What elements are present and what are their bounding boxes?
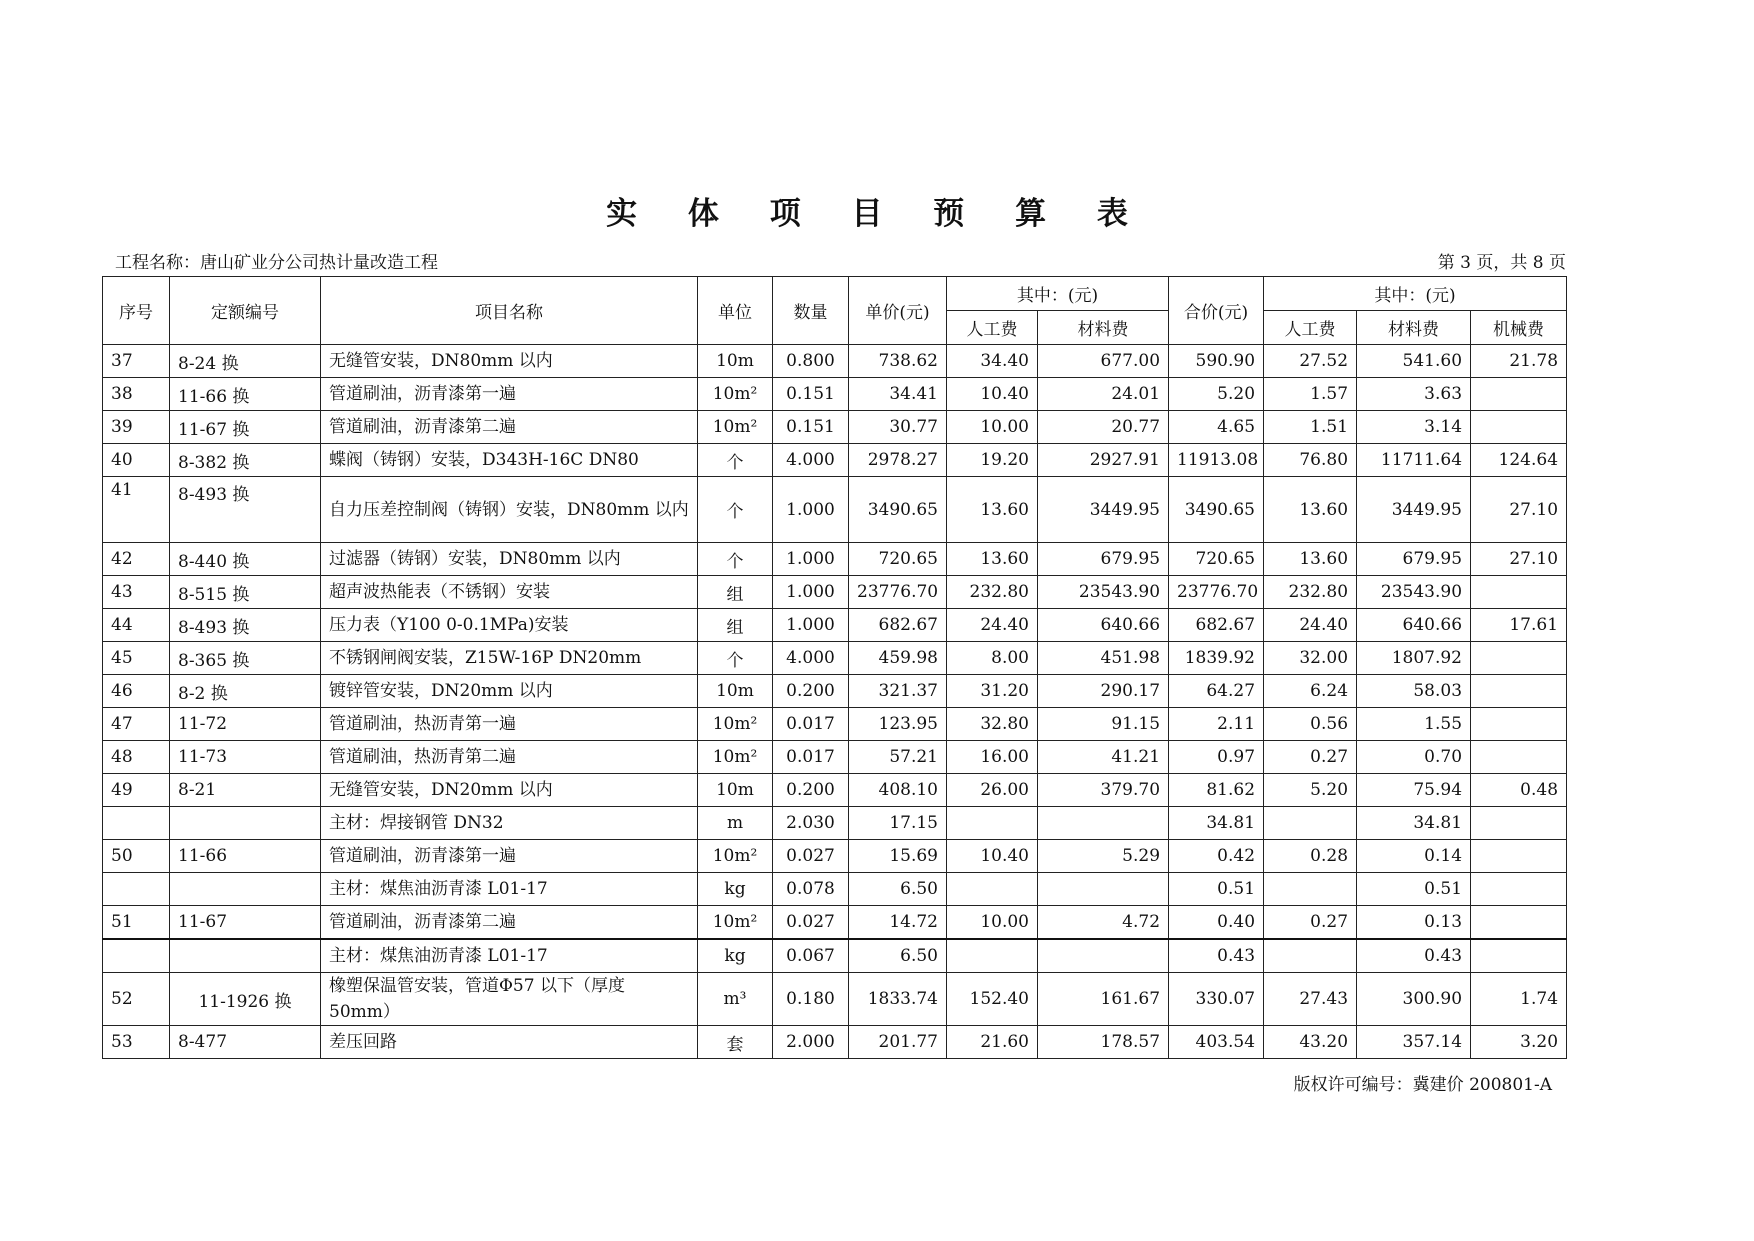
cell-total-labor: 6.24 xyxy=(1264,675,1357,708)
cell-total-material: 640.66 xyxy=(1357,609,1471,642)
cell-unit-price: 2978.27 xyxy=(849,444,947,477)
cell-material: 20.77 xyxy=(1038,411,1169,444)
header-total: 合价(元) xyxy=(1169,277,1264,345)
cell-labor: 21.60 xyxy=(947,1026,1038,1059)
cell-name: 蝶阀（铸钢）安装，D343H-16C DN80 xyxy=(321,444,698,477)
cell-total-labor: 13.60 xyxy=(1264,477,1357,543)
cell-unit-price: 23776.70 xyxy=(849,576,947,609)
cell-total-material: 0.13 xyxy=(1357,906,1471,940)
cell-labor: 19.20 xyxy=(947,444,1038,477)
cell-machine xyxy=(1471,675,1567,708)
cell-qty: 4.000 xyxy=(773,642,849,675)
cell-total-labor: 27.52 xyxy=(1264,345,1357,378)
cell-qty: 4.000 xyxy=(773,444,849,477)
table-row xyxy=(103,840,1567,873)
cell-total-material: 1807.92 xyxy=(1357,642,1471,675)
cell-total: 64.27 xyxy=(1169,675,1264,708)
cell-total-material: 0.43 xyxy=(1357,939,1471,973)
cell-unit: 套 xyxy=(698,1026,773,1059)
cell-machine xyxy=(1471,576,1567,609)
cell-total-material: 58.03 xyxy=(1357,675,1471,708)
cell-unit: 10m xyxy=(698,345,773,378)
cell-qty: 0.017 xyxy=(773,708,849,741)
table-row xyxy=(103,411,1567,444)
cell-seq: 40 xyxy=(103,444,170,477)
table-row xyxy=(103,873,1567,906)
cell-code: 8-2 换 xyxy=(170,675,321,708)
cell-code: 8-24 换 xyxy=(170,345,321,378)
cell-machine xyxy=(1471,873,1567,906)
cell-seq: 45 xyxy=(103,642,170,675)
cell-total-material: 357.14 xyxy=(1357,1026,1471,1059)
cell-total: 1839.92 xyxy=(1169,642,1264,675)
cell-unit: 10m² xyxy=(698,378,773,411)
cell-seq: 47 xyxy=(103,708,170,741)
table-row xyxy=(103,543,1567,576)
cell-total-material: 3449.95 xyxy=(1357,477,1471,543)
cell-material: 679.95 xyxy=(1038,543,1169,576)
cell-seq: 48 xyxy=(103,741,170,774)
cell-code: 11-67 xyxy=(170,906,321,940)
cell-unit: 10m xyxy=(698,675,773,708)
cell-unit: 个 xyxy=(698,477,773,543)
cell-labor: 24.40 xyxy=(947,609,1038,642)
cell-material: 640.66 xyxy=(1038,609,1169,642)
cell-name: 管道刷油，热沥青第一遍 xyxy=(321,708,698,741)
cell-unit: 10m² xyxy=(698,741,773,774)
cell-total: 0.40 xyxy=(1169,906,1264,940)
cell-labor: 26.00 xyxy=(947,774,1038,807)
cell-unit-price: 30.77 xyxy=(849,411,947,444)
cell-labor: 13.60 xyxy=(947,477,1038,543)
cell-seq xyxy=(103,873,170,906)
page-info: 第 3 页，共 8 页 xyxy=(1437,253,1566,273)
cell-code: 8-493 换 xyxy=(170,477,321,543)
cell-machine: 21.78 xyxy=(1471,345,1567,378)
cell-unit: 组 xyxy=(698,609,773,642)
cell-total-labor: 1.51 xyxy=(1264,411,1357,444)
cell-labor: 10.40 xyxy=(947,840,1038,873)
table-row xyxy=(103,444,1567,477)
cell-total-material: 23543.90 xyxy=(1357,576,1471,609)
cell-code: 11-67 换 xyxy=(170,411,321,444)
cell-unit-price: 682.67 xyxy=(849,609,947,642)
cell-seq: 51 xyxy=(103,906,170,940)
cell-seq: 50 xyxy=(103,840,170,873)
cell-name: 压力表（Y100 0-0.1MPa)安装 xyxy=(321,609,698,642)
cell-code: 8-493 换 xyxy=(170,609,321,642)
cell-total-material: 300.90 xyxy=(1357,973,1471,1026)
cell-machine xyxy=(1471,939,1567,973)
cell-material xyxy=(1038,807,1169,840)
cell-unit: 10m² xyxy=(698,840,773,873)
cell-machine xyxy=(1471,708,1567,741)
cell-code: 8-365 换 xyxy=(170,642,321,675)
cell-total: 3490.65 xyxy=(1169,477,1264,543)
cell-seq: 49 xyxy=(103,774,170,807)
cell-material: 24.01 xyxy=(1038,378,1169,411)
header-labor: 人工费 xyxy=(947,311,1038,345)
cell-total: 590.90 xyxy=(1169,345,1264,378)
cell-labor: 16.00 xyxy=(947,741,1038,774)
cell-code: 8-477 xyxy=(170,1026,321,1059)
cell-total-labor: 0.27 xyxy=(1264,741,1357,774)
cell-material: 23543.90 xyxy=(1038,576,1169,609)
header-total-labor: 人工费 xyxy=(1264,311,1357,345)
cell-qty: 0.017 xyxy=(773,741,849,774)
cell-total-labor: 232.80 xyxy=(1264,576,1357,609)
cell-unit-price: 15.69 xyxy=(849,840,947,873)
cell-total-material: 11711.64 xyxy=(1357,444,1471,477)
cell-name: 主材：煤焦油沥青漆 L01-17 xyxy=(321,939,698,973)
project-name: 工程名称：唐山矿业分公司热计量改造工程 xyxy=(115,253,438,273)
cell-unit-price: 738.62 xyxy=(849,345,947,378)
cell-unit-price: 720.65 xyxy=(849,543,947,576)
table-row xyxy=(103,345,1567,378)
cell-material: 379.70 xyxy=(1038,774,1169,807)
table-row xyxy=(103,642,1567,675)
header-of-which-total: 其中：(元) xyxy=(1264,277,1567,311)
cell-total-material: 0.70 xyxy=(1357,741,1471,774)
cell-qty: 1.000 xyxy=(773,477,849,543)
header-total-material: 材料费 xyxy=(1357,311,1471,345)
table-row xyxy=(103,906,1567,940)
cell-code: 8-440 换 xyxy=(170,543,321,576)
cell-machine xyxy=(1471,807,1567,840)
cell-name: 管道刷油，沥青漆第一遍 xyxy=(321,840,698,873)
cell-name: 管道刷油，热沥青第二遍 xyxy=(321,741,698,774)
header-qty: 数量 xyxy=(773,277,849,345)
cell-name: 过滤器（铸钢）安装，DN80mm 以内 xyxy=(321,543,698,576)
table-row xyxy=(103,477,1567,543)
cell-total-labor: 0.27 xyxy=(1264,906,1357,940)
copyright-footer: 版权许可编号：冀建价 200801-A xyxy=(1293,1075,1552,1095)
cell-seq: 53 xyxy=(103,1026,170,1059)
cell-unit: 组 xyxy=(698,576,773,609)
cell-machine xyxy=(1471,741,1567,774)
table-row xyxy=(103,939,1567,973)
cell-qty: 0.027 xyxy=(773,906,849,940)
cell-qty: 1.000 xyxy=(773,543,849,576)
cell-code: 8-515 换 xyxy=(170,576,321,609)
cell-machine xyxy=(1471,411,1567,444)
cell-qty: 0.200 xyxy=(773,675,849,708)
cell-unit-price: 3490.65 xyxy=(849,477,947,543)
cell-qty: 0.151 xyxy=(773,411,849,444)
cell-labor: 10.00 xyxy=(947,411,1038,444)
cell-total: 330.07 xyxy=(1169,973,1264,1026)
cell-total-material: 679.95 xyxy=(1357,543,1471,576)
cell-seq xyxy=(103,939,170,973)
cell-unit-price: 6.50 xyxy=(849,939,947,973)
cell-unit: m³ xyxy=(698,973,773,1026)
cell-name: 无缝管安装，DN20mm 以内 xyxy=(321,774,698,807)
cell-machine: 27.10 xyxy=(1471,543,1567,576)
cell-unit: 10m² xyxy=(698,906,773,940)
cell-name: 橡塑保温管安装，管道Φ57 以下（厚度 50mm） xyxy=(321,973,698,1026)
cell-machine: 0.48 xyxy=(1471,774,1567,807)
cell-total-labor: 27.43 xyxy=(1264,973,1357,1026)
cell-total-material: 3.14 xyxy=(1357,411,1471,444)
cell-material: 4.72 xyxy=(1038,906,1169,940)
cell-seq: 37 xyxy=(103,345,170,378)
cell-material xyxy=(1038,939,1169,973)
table-row xyxy=(103,708,1567,741)
cell-material: 3449.95 xyxy=(1038,477,1169,543)
cell-total: 0.42 xyxy=(1169,840,1264,873)
cell-total-labor: 0.56 xyxy=(1264,708,1357,741)
cell-total-material: 75.94 xyxy=(1357,774,1471,807)
cell-unit: kg xyxy=(698,939,773,973)
cell-unit-price: 201.77 xyxy=(849,1026,947,1059)
cell-qty: 0.151 xyxy=(773,378,849,411)
cell-material: 290.17 xyxy=(1038,675,1169,708)
cell-unit-price: 17.15 xyxy=(849,807,947,840)
table-body xyxy=(103,345,1567,1059)
table-row xyxy=(103,576,1567,609)
cell-unit: 个 xyxy=(698,444,773,477)
header-seq: 序号 xyxy=(103,277,170,345)
cell-name: 差压回路 xyxy=(321,1026,698,1059)
cell-labor: 10.00 xyxy=(947,906,1038,940)
cell-total: 0.97 xyxy=(1169,741,1264,774)
cell-seq xyxy=(103,807,170,840)
cell-labor xyxy=(947,807,1038,840)
cell-total-labor xyxy=(1264,939,1357,973)
cell-machine: 27.10 xyxy=(1471,477,1567,543)
cell-qty: 1.000 xyxy=(773,576,849,609)
cell-qty: 2.030 xyxy=(773,807,849,840)
cell-labor: 152.40 xyxy=(947,973,1038,1026)
cell-total: 4.65 xyxy=(1169,411,1264,444)
cell-unit: 10m xyxy=(698,774,773,807)
header-name: 项目名称 xyxy=(321,277,698,345)
cell-material xyxy=(1038,873,1169,906)
cell-total-material: 1.55 xyxy=(1357,708,1471,741)
cell-qty: 0.027 xyxy=(773,840,849,873)
cell-seq: 39 xyxy=(103,411,170,444)
cell-code xyxy=(170,873,321,906)
cell-total-labor: 32.00 xyxy=(1264,642,1357,675)
cell-unit: kg xyxy=(698,873,773,906)
cell-code: 11-66 xyxy=(170,840,321,873)
page-title: 实 体 项 目 预 算 表 xyxy=(606,196,1148,232)
cell-total-material: 34.81 xyxy=(1357,807,1471,840)
cell-total-material: 3.63 xyxy=(1357,378,1471,411)
header-unit: 单位 xyxy=(698,277,773,345)
cell-seq: 46 xyxy=(103,675,170,708)
cell-labor xyxy=(947,873,1038,906)
cell-unit: 个 xyxy=(698,642,773,675)
cell-code: 8-382 换 xyxy=(170,444,321,477)
cell-seq: 38 xyxy=(103,378,170,411)
cell-total: 34.81 xyxy=(1169,807,1264,840)
cell-labor xyxy=(947,939,1038,973)
cell-seq: 43 xyxy=(103,576,170,609)
cell-material: 451.98 xyxy=(1038,642,1169,675)
cell-unit-price: 1833.74 xyxy=(849,973,947,1026)
cell-qty: 1.000 xyxy=(773,609,849,642)
cell-total-material: 541.60 xyxy=(1357,345,1471,378)
cell-seq: 52 xyxy=(103,973,170,1026)
cell-qty: 0.180 xyxy=(773,973,849,1026)
table-header xyxy=(103,277,1567,345)
table-row xyxy=(103,973,1567,1026)
cell-machine xyxy=(1471,840,1567,873)
cell-total: 23776.70 xyxy=(1169,576,1264,609)
cell-name: 不锈钢闸阀安装，Z15W-16P DN20mm xyxy=(321,642,698,675)
cell-unit-price: 321.37 xyxy=(849,675,947,708)
header-machine: 机械费 xyxy=(1471,311,1567,345)
table-row xyxy=(103,1026,1567,1059)
cell-seq: 42 xyxy=(103,543,170,576)
cell-name: 镀锌管安装，DN20mm 以内 xyxy=(321,675,698,708)
cell-material: 41.21 xyxy=(1038,741,1169,774)
cell-name: 主材：煤焦油沥青漆 L01-17 xyxy=(321,873,698,906)
cell-unit: m xyxy=(698,807,773,840)
cell-total-labor: 1.57 xyxy=(1264,378,1357,411)
cell-machine xyxy=(1471,642,1567,675)
cell-unit-price: 408.10 xyxy=(849,774,947,807)
cell-labor: 13.60 xyxy=(947,543,1038,576)
cell-total: 682.67 xyxy=(1169,609,1264,642)
cell-machine: 124.64 xyxy=(1471,444,1567,477)
cell-machine: 3.20 xyxy=(1471,1026,1567,1059)
cell-qty: 2.000 xyxy=(773,1026,849,1059)
table-row xyxy=(103,807,1567,840)
cell-labor: 31.20 xyxy=(947,675,1038,708)
cell-name: 管道刷油，沥青漆第一遍 xyxy=(321,378,698,411)
cell-total: 0.43 xyxy=(1169,939,1264,973)
cell-machine: 17.61 xyxy=(1471,609,1567,642)
cell-name: 管道刷油，沥青漆第二遍 xyxy=(321,906,698,940)
cell-total: 403.54 xyxy=(1169,1026,1264,1059)
cell-code xyxy=(170,939,321,973)
cell-code xyxy=(170,807,321,840)
cell-material: 91.15 xyxy=(1038,708,1169,741)
budget-table xyxy=(102,276,1567,1059)
cell-name: 无缝管安装，DN80mm 以内 xyxy=(321,345,698,378)
cell-labor: 232.80 xyxy=(947,576,1038,609)
cell-total: 720.65 xyxy=(1169,543,1264,576)
table-row xyxy=(103,774,1567,807)
cell-material: 2927.91 xyxy=(1038,444,1169,477)
cell-code: 11-72 xyxy=(170,708,321,741)
header-unit-price: 单价(元) xyxy=(849,277,947,345)
cell-seq: 44 xyxy=(103,609,170,642)
header-material: 材料费 xyxy=(1038,311,1169,345)
cell-total-material: 0.14 xyxy=(1357,840,1471,873)
cell-material: 161.67 xyxy=(1038,973,1169,1026)
cell-name: 自力压差控制阀（铸钢）安装，DN80mm 以内 xyxy=(321,477,698,543)
cell-total: 2.11 xyxy=(1169,708,1264,741)
cell-unit: 10m² xyxy=(698,411,773,444)
cell-unit-price: 459.98 xyxy=(849,642,947,675)
cell-seq: 41 xyxy=(103,477,170,543)
cell-name: 管道刷油，沥青漆第二遍 xyxy=(321,411,698,444)
cell-unit-price: 123.95 xyxy=(849,708,947,741)
cell-code: 11-73 xyxy=(170,741,321,774)
cell-qty: 0.200 xyxy=(773,774,849,807)
cell-qty: 0.078 xyxy=(773,873,849,906)
cell-total-labor: 5.20 xyxy=(1264,774,1357,807)
cell-code: 8-21 xyxy=(170,774,321,807)
cell-unit: 个 xyxy=(698,543,773,576)
cell-material: 677.00 xyxy=(1038,345,1169,378)
cell-total: 5.20 xyxy=(1169,378,1264,411)
cell-total: 0.51 xyxy=(1169,873,1264,906)
cell-unit-price: 34.41 xyxy=(849,378,947,411)
table-row xyxy=(103,378,1567,411)
cell-name: 主材：焊接钢管 DN32 xyxy=(321,807,698,840)
cell-total-labor: 24.40 xyxy=(1264,609,1357,642)
cell-unit-price: 6.50 xyxy=(849,873,947,906)
cell-labor: 34.40 xyxy=(947,345,1038,378)
cell-total-labor xyxy=(1264,873,1357,906)
table-row xyxy=(103,675,1567,708)
cell-code: 11-66 换 xyxy=(170,378,321,411)
cell-material: 5.29 xyxy=(1038,840,1169,873)
cell-total-labor xyxy=(1264,807,1357,840)
cell-unit-price: 14.72 xyxy=(849,906,947,940)
cell-total-labor: 76.80 xyxy=(1264,444,1357,477)
cell-labor: 10.40 xyxy=(947,378,1038,411)
cell-total: 81.62 xyxy=(1169,774,1264,807)
cell-machine xyxy=(1471,906,1567,940)
cell-total: 11913.08 xyxy=(1169,444,1264,477)
cell-total-labor: 0.28 xyxy=(1264,840,1357,873)
table-row xyxy=(103,609,1567,642)
table-row xyxy=(103,741,1567,774)
cell-total-labor: 43.20 xyxy=(1264,1026,1357,1059)
cell-unit-price: 57.21 xyxy=(849,741,947,774)
cell-labor: 8.00 xyxy=(947,642,1038,675)
cell-total-labor: 13.60 xyxy=(1264,543,1357,576)
cell-total-material: 0.51 xyxy=(1357,873,1471,906)
cell-qty: 0.067 xyxy=(773,939,849,973)
header-of-which-unit: 其中：(元) xyxy=(947,277,1169,311)
header-code: 定额编号 xyxy=(170,277,321,345)
cell-qty: 0.800 xyxy=(773,345,849,378)
cell-material: 178.57 xyxy=(1038,1026,1169,1059)
cell-labor: 32.80 xyxy=(947,708,1038,741)
cell-code: 11-1926 换 xyxy=(170,973,321,1026)
cell-name: 超声波热能表（不锈钢）安装 xyxy=(321,576,698,609)
cell-unit: 10m² xyxy=(698,708,773,741)
cell-machine xyxy=(1471,378,1567,411)
cell-machine: 1.74 xyxy=(1471,973,1567,1026)
